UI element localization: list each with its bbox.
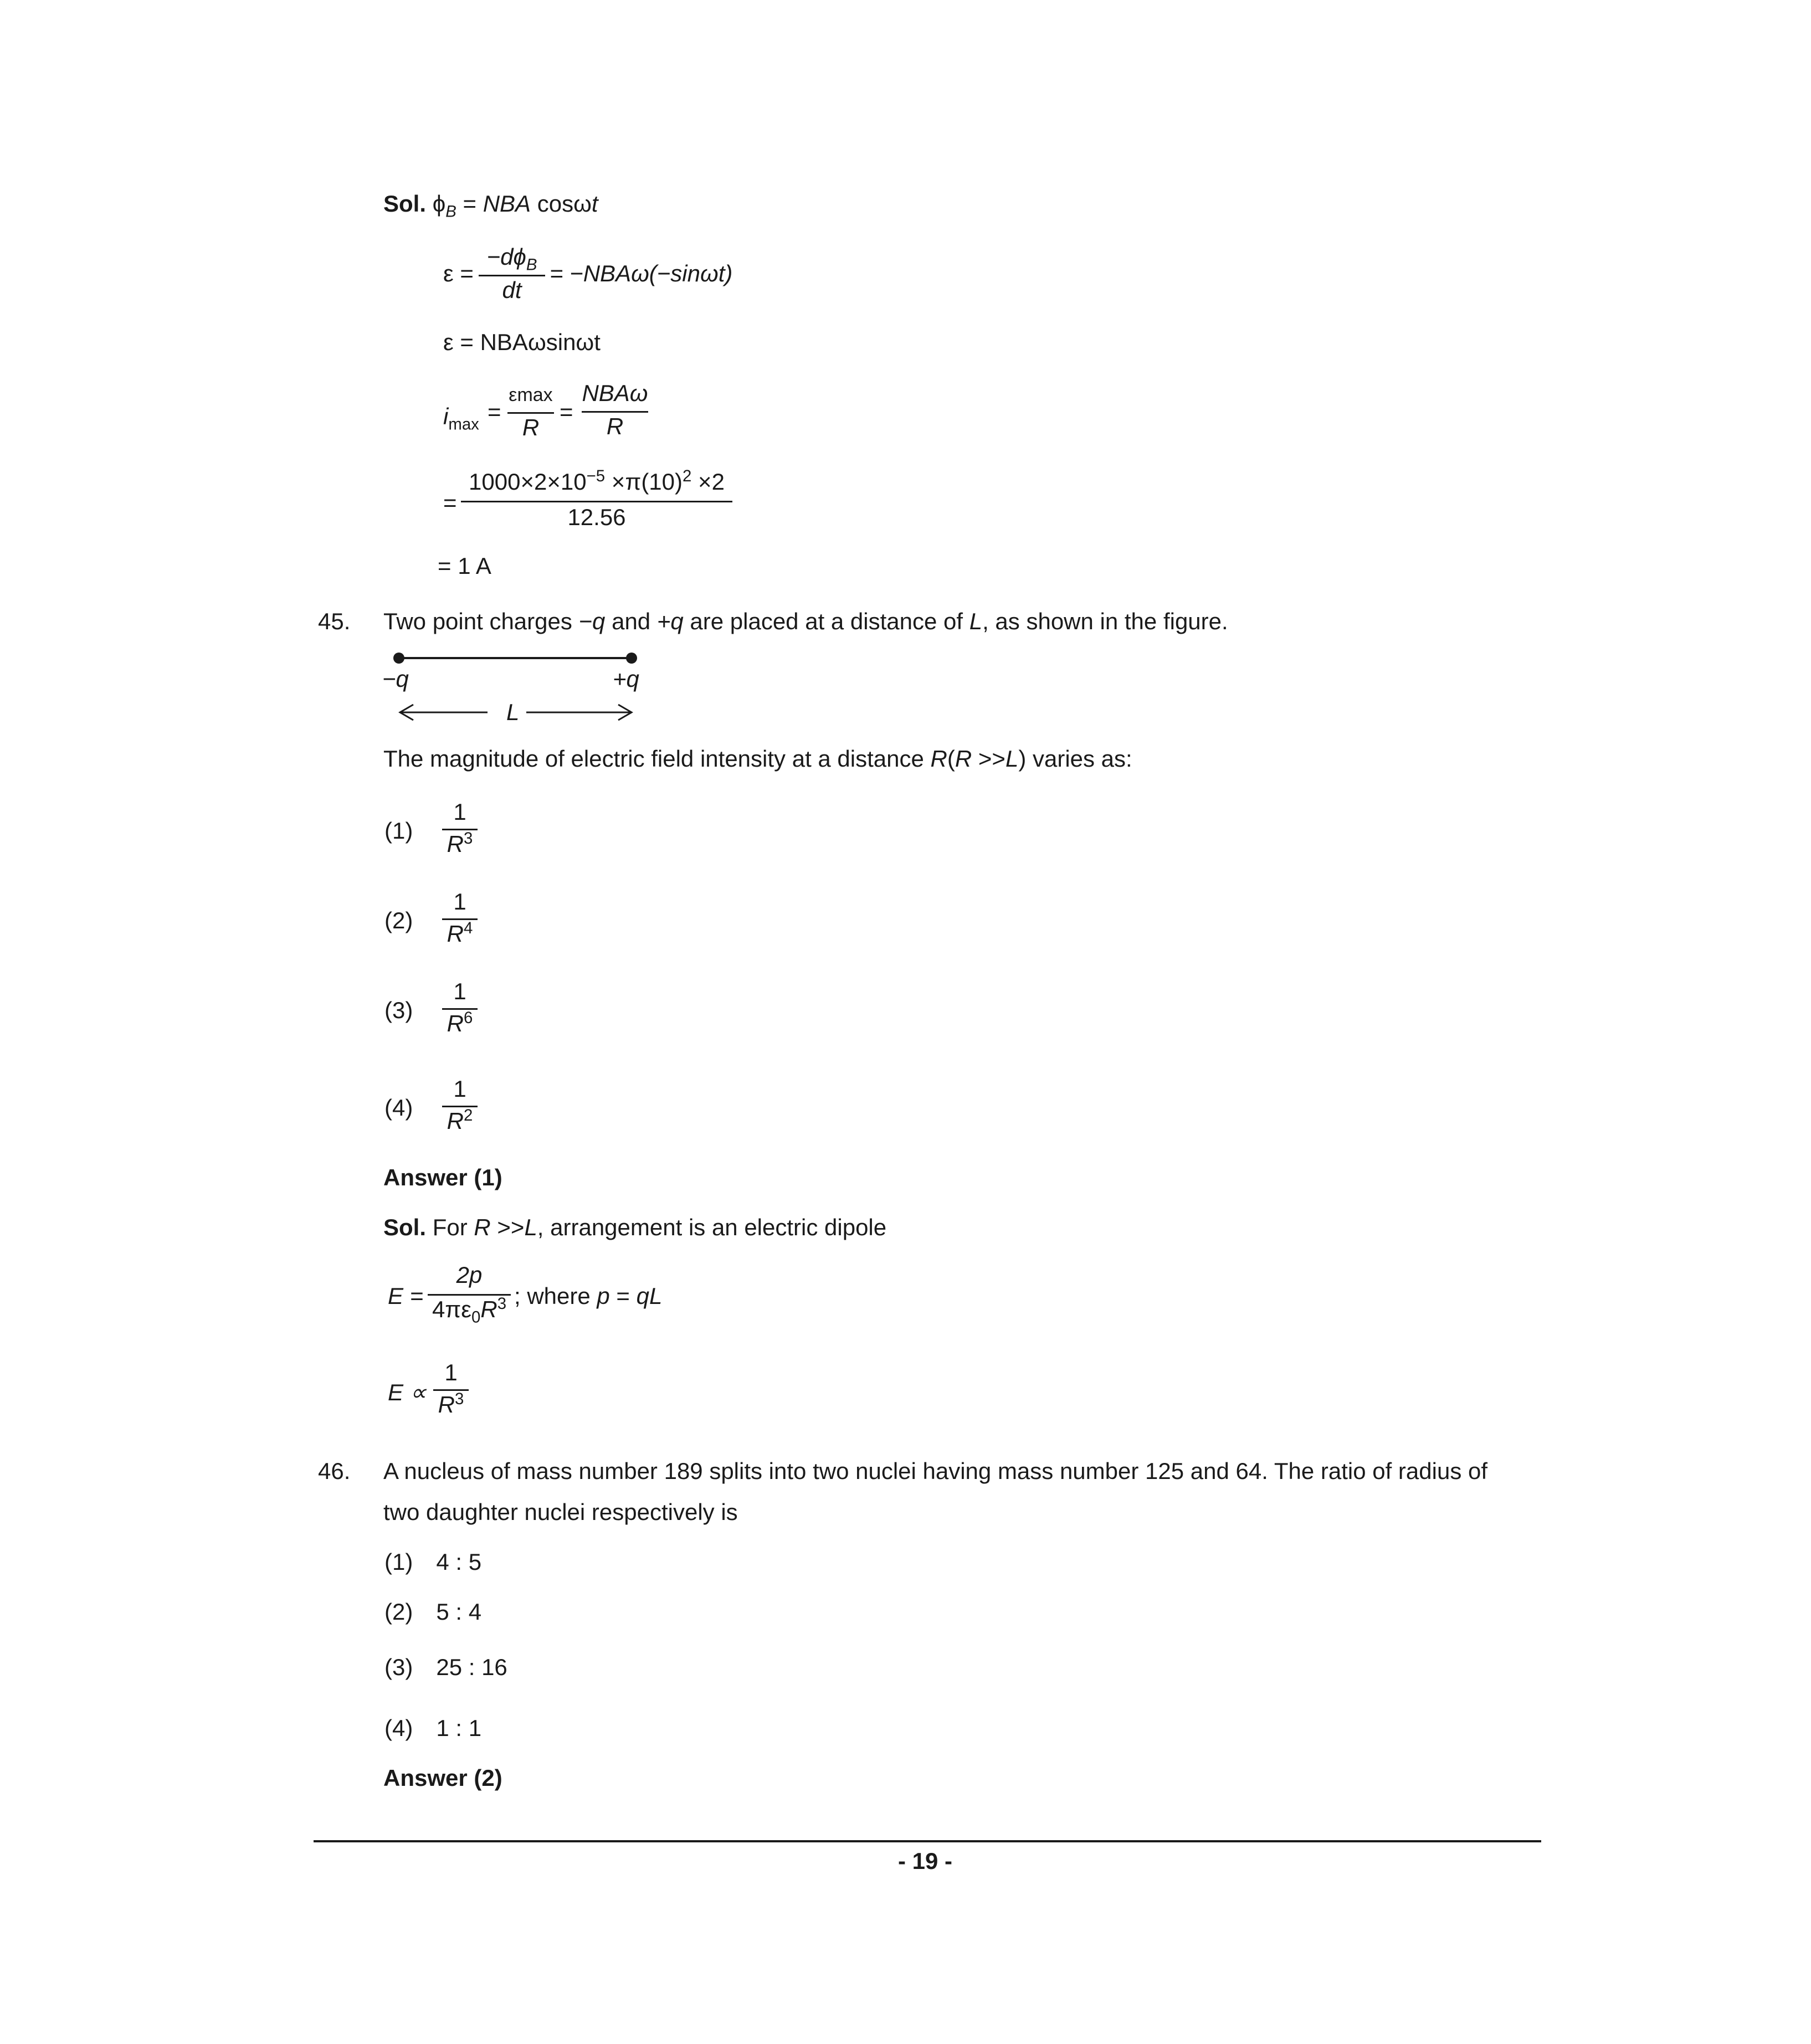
- equals-sign: =: [560, 399, 573, 425]
- footer-divider: [314, 1840, 1541, 1842]
- figure-label-negative-charge: −q: [382, 666, 409, 692]
- figure-label-positive-charge: +q: [613, 666, 639, 692]
- q45-option-2-label: (2): [384, 907, 413, 933]
- q45-option-1-fraction: 1 $R^3$: [442, 799, 478, 860]
- phi-symbol: ϕ: [432, 191, 446, 217]
- imax-numeric-fraction: $1000\times 2\times 10^{-5} \times\pi(10)^2 \times 2$ 12.56: [461, 469, 732, 535]
- imax-result: = 1 A: [438, 553, 491, 579]
- q45-option-3-label: (3): [384, 997, 413, 1023]
- q45-option-2-fraction: 1 $R^4$: [442, 889, 478, 949]
- emf-result: ε = NBAωsinωt: [443, 329, 601, 355]
- q45-option-4-fraction: 1 $R^2$: [442, 1076, 478, 1137]
- q45-option-1-label: (1): [384, 818, 413, 844]
- q45-solution-intro: Sol. For R >>L, arrangement is an electric dipole: [383, 1214, 887, 1240]
- imax-fraction-1: εmax R: [507, 382, 554, 443]
- negative-charge-dot: [393, 653, 404, 664]
- q46-option-1: (1) 4 : 5: [384, 1549, 482, 1575]
- equals-sign: =: [443, 490, 457, 516]
- proportionality-fraction: 1 $R^3$: [433, 1359, 469, 1420]
- question-number-46: 46.: [318, 1458, 351, 1484]
- imax-fraction-2: NBAω R: [582, 380, 648, 439]
- q45-answer: Answer (1): [383, 1164, 502, 1190]
- q44-solution-line1: Sol. $\phi_B$ = NBA cosωt: [383, 191, 598, 221]
- q46-stem-line1: A nucleus of mass number 189 splits into two nuclei having mass number 125 and 64. The ratio of radius of: [383, 1458, 1488, 1484]
- dipole-field-fraction: 2p $4\pi\varepsilon_0R^3$: [428, 1262, 511, 1328]
- positive-charge-dot: [626, 653, 637, 664]
- dipole-moment-definition: ; where p = qL: [514, 1283, 663, 1309]
- q46-option-4: (4) 1 : 1: [384, 1715, 482, 1741]
- page-number: - 19 -: [897, 1848, 953, 1874]
- figure-label-distance: L: [506, 699, 520, 725]
- q45-question: The magnitude of electric field intensity at a distance R(R >>L) varies as:: [383, 746, 1132, 772]
- sol-label: Sol.: [383, 191, 427, 217]
- q45-option-4-label: (4): [384, 1095, 413, 1121]
- imax-lhs: $i_{max}$: [443, 403, 479, 434]
- emf-lhs: ε =: [443, 260, 474, 286]
- emf-rhs: = −NBAω(−sinωt): [550, 260, 733, 286]
- q46-answer: Answer (2): [383, 1765, 502, 1791]
- q46-option-2: (2) 5 : 4: [384, 1599, 482, 1625]
- equals-sign: =: [488, 399, 501, 425]
- q46-stem-line2: two daughter nuclei respectively is: [383, 1499, 738, 1525]
- q45-option-3-fraction: 1 $R^6$: [442, 978, 478, 1039]
- emf-derivative-fraction: $-d\phi_B$ dt: [479, 244, 545, 305]
- q46-option-3: (3) 25 : 16: [384, 1654, 507, 1680]
- proportionality-lhs: E ∝: [388, 1379, 427, 1405]
- q45-stem: Two point charges −q and +q are placed at a distance of L, as shown in the figure.: [383, 608, 1228, 634]
- dipole-field-lhs: E =: [388, 1283, 424, 1309]
- question-number-45: 45.: [318, 608, 351, 634]
